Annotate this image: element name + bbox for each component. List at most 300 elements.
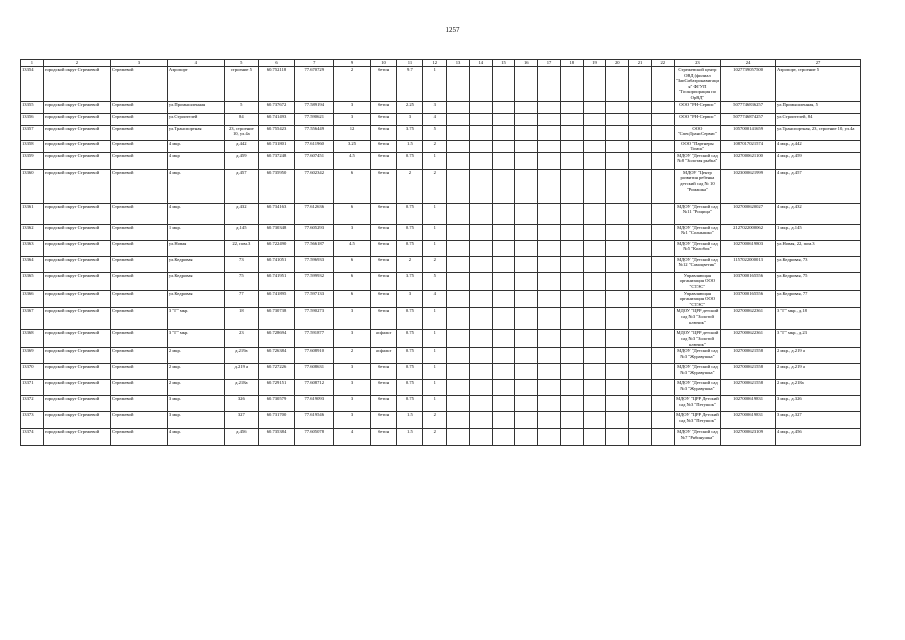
empty-cell bbox=[538, 67, 561, 102]
cell-settlement: Стрежевой bbox=[110, 256, 167, 272]
empty-cell bbox=[469, 256, 492, 272]
cell-lat: 60.752118 bbox=[258, 67, 294, 102]
empty-cell bbox=[651, 125, 674, 140]
cell-house: 18 bbox=[224, 308, 258, 330]
cell-ogrn: 1027000621100 bbox=[721, 152, 776, 169]
cell-c12: 1 bbox=[423, 348, 447, 364]
cell-lat: 60.728694 bbox=[258, 330, 294, 348]
cell-surface: бетон bbox=[370, 412, 397, 429]
cell-org: ООО "РН-Сервис" bbox=[674, 113, 721, 125]
cell-org: МДОУ "Центр развития ребенка детский сад № 10 "Ромашка" bbox=[674, 169, 721, 203]
empty-cell bbox=[560, 256, 583, 272]
table-row bbox=[21, 272, 861, 290]
cell-settlement: Стрежевой bbox=[110, 364, 167, 380]
cell-ogrn: 1023000621999 bbox=[721, 169, 776, 203]
cell-addr: 2 мкр., д.219 а bbox=[775, 364, 860, 380]
cell-addr: ул.Кедровая, 75 bbox=[775, 272, 860, 290]
empty-cell bbox=[651, 169, 674, 203]
empty-cell bbox=[583, 203, 606, 224]
cell-area: 3.75 bbox=[397, 272, 423, 290]
cell-district: городской округ Стрежевой bbox=[43, 330, 110, 348]
cell-house: 327 bbox=[224, 412, 258, 429]
column-number-cell: 11 bbox=[397, 60, 423, 67]
cell-area: 0.75 bbox=[397, 396, 423, 412]
empty-cell bbox=[447, 101, 470, 113]
cell-count: 6 bbox=[334, 203, 370, 224]
empty-cell bbox=[447, 67, 470, 102]
cell-surface: бетон bbox=[370, 256, 397, 272]
cell-c12: 1 bbox=[423, 330, 447, 348]
cell-org: МДОУ "Детский сад №3 "Журавушка" bbox=[674, 348, 721, 364]
cell-street: ул.Строителей bbox=[167, 113, 224, 125]
empty-cell bbox=[629, 412, 652, 429]
empty-cell bbox=[538, 140, 561, 152]
empty-cell bbox=[515, 330, 538, 348]
cell-settlement: Стрежевой bbox=[110, 330, 167, 348]
empty-cell bbox=[606, 396, 629, 412]
cell-district: городской округ Стрежевой bbox=[43, 256, 110, 272]
empty-cell bbox=[560, 224, 583, 240]
cell-ogrn: 1037000165556 bbox=[721, 272, 776, 290]
empty-cell bbox=[469, 380, 492, 396]
empty-cell bbox=[651, 256, 674, 272]
empty-cell bbox=[538, 290, 561, 308]
cell-lon: 77.605078 bbox=[295, 429, 334, 446]
empty-cell bbox=[583, 224, 606, 240]
cell-house: д.432 bbox=[224, 203, 258, 224]
cell-surface: бетон bbox=[370, 272, 397, 290]
cell-surface: бетон bbox=[370, 152, 397, 169]
column-number-cell: 3 bbox=[110, 60, 167, 67]
empty-cell bbox=[606, 101, 629, 113]
empty-cell bbox=[447, 113, 470, 125]
empty-cell bbox=[560, 330, 583, 348]
cell-lon: 77.605293 bbox=[295, 224, 334, 240]
cell-surface: бетон bbox=[370, 101, 397, 113]
cell-street: 4 мкр bbox=[167, 152, 224, 169]
cell-id: 13363 bbox=[21, 240, 44, 256]
cell-lat: 60.741493 bbox=[258, 113, 294, 125]
cell-lon: 77.556449 bbox=[295, 125, 334, 140]
empty-cell bbox=[515, 152, 538, 169]
column-number-row bbox=[21, 60, 861, 67]
cell-lon: 77.608910 bbox=[295, 348, 334, 364]
empty-cell bbox=[492, 412, 515, 429]
cell-org: МДОУ "ЦРР детский сад №3 "Золотой ключик" bbox=[674, 308, 721, 330]
empty-cell bbox=[538, 169, 561, 203]
cell-count: 4 bbox=[334, 429, 370, 446]
empty-cell bbox=[583, 290, 606, 308]
cell-street: 3 мкр. bbox=[167, 396, 224, 412]
cell-lon: 77.612636 bbox=[295, 203, 334, 224]
cell-area: 1.5 bbox=[397, 140, 423, 152]
cell-org: ООО "РН-Сервис" bbox=[674, 101, 721, 113]
cell-ogrn: 1027000621558 bbox=[721, 380, 776, 396]
cell-surface: бетон bbox=[370, 224, 397, 240]
empty-cell bbox=[629, 169, 652, 203]
cell-org: МДОУ "Детский сад №5 "Колобок" bbox=[674, 240, 721, 256]
cell-settlement: Стрежевой bbox=[110, 67, 167, 102]
cell-c12: 2 bbox=[423, 256, 447, 272]
cell-district: городской округ Стрежевой bbox=[43, 412, 110, 429]
empty-cell bbox=[469, 203, 492, 224]
cell-house: д.219а bbox=[224, 348, 258, 364]
empty-cell bbox=[629, 152, 652, 169]
cell-settlement: Стрежевой bbox=[110, 140, 167, 152]
cell-district: городской округ Стрежевой bbox=[43, 67, 110, 102]
cell-street: ул.Новая bbox=[167, 240, 224, 256]
empty-cell bbox=[538, 412, 561, 429]
cell-org: МДОУ "Детский сад №3 "Журавушка" bbox=[674, 364, 721, 380]
cell-house: д.219 а bbox=[224, 364, 258, 380]
cell-street: ул.Кедровая bbox=[167, 256, 224, 272]
cell-district: городской округ Стрежевой bbox=[43, 272, 110, 290]
empty-cell bbox=[651, 330, 674, 348]
cell-ogrn: 1157022000013 bbox=[721, 256, 776, 272]
cell-count: 2 bbox=[334, 67, 370, 102]
table-row bbox=[21, 113, 861, 125]
cell-area: 3.75 bbox=[397, 125, 423, 140]
empty-cell bbox=[651, 67, 674, 102]
cell-settlement: Стрежевой bbox=[110, 348, 167, 364]
empty-cell bbox=[583, 396, 606, 412]
empty-cell bbox=[629, 140, 652, 152]
empty-cell bbox=[515, 290, 538, 308]
empty-cell bbox=[515, 380, 538, 396]
empty-cell bbox=[469, 67, 492, 102]
empty-cell bbox=[606, 152, 629, 169]
cell-org: МДОУ "Детский сад №7 "Рябинушка" bbox=[674, 429, 721, 446]
cell-c12: 5 bbox=[423, 272, 447, 290]
empty-cell bbox=[606, 203, 629, 224]
empty-cell bbox=[515, 140, 538, 152]
cell-addr: 4 мкр., д.459 bbox=[775, 152, 860, 169]
empty-cell bbox=[583, 256, 606, 272]
empty-cell bbox=[629, 308, 652, 330]
empty-cell bbox=[515, 224, 538, 240]
table-row bbox=[21, 348, 861, 364]
cell-count: 4.5 bbox=[334, 152, 370, 169]
empty-cell bbox=[469, 113, 492, 125]
empty-cell bbox=[515, 396, 538, 412]
cell-street: 3 "Г" мкр. bbox=[167, 308, 224, 330]
column-number-cell: 27 bbox=[775, 60, 860, 67]
empty-cell bbox=[538, 256, 561, 272]
cell-street: 2 мкр. bbox=[167, 380, 224, 396]
cell-count: 3.25 bbox=[334, 140, 370, 152]
cell-settlement: Стрежевой bbox=[110, 113, 167, 125]
cell-district: городской округ Стрежевой bbox=[43, 101, 110, 113]
column-number-cell: 23 bbox=[674, 60, 721, 67]
empty-cell bbox=[515, 412, 538, 429]
cell-settlement: Стрежевой bbox=[110, 396, 167, 412]
empty-cell bbox=[492, 364, 515, 380]
cell-street: ул.Кедровая bbox=[167, 272, 224, 290]
registry-table bbox=[20, 59, 861, 446]
cell-surface: бетон bbox=[370, 240, 397, 256]
empty-cell bbox=[583, 140, 606, 152]
empty-cell bbox=[560, 290, 583, 308]
cell-c12: 1 bbox=[423, 308, 447, 330]
cell-lat: 60.729151 bbox=[258, 380, 294, 396]
cell-addr: 4 мкр., д.456 bbox=[775, 429, 860, 446]
table-row bbox=[21, 364, 861, 380]
cell-lon: 77.602342 bbox=[295, 169, 334, 203]
cell-c12: 2 bbox=[423, 169, 447, 203]
cell-lon: 77.591877 bbox=[295, 330, 334, 348]
empty-cell bbox=[492, 67, 515, 102]
cell-org: МДОУ "ЦРР Детский сад №3 "Петушок" bbox=[674, 412, 721, 429]
cell-area: 0.75 bbox=[397, 380, 423, 396]
empty-cell bbox=[651, 308, 674, 330]
empty-cell bbox=[492, 396, 515, 412]
empty-cell bbox=[651, 224, 674, 240]
column-number-cell: 14 bbox=[469, 60, 492, 67]
empty-cell bbox=[651, 240, 674, 256]
cell-street: 1 мкр. bbox=[167, 224, 224, 240]
cell-count: 3 bbox=[334, 308, 370, 330]
table-row bbox=[21, 152, 861, 169]
cell-addr: ул.Транспортная, 23, строение 10, ул.4а bbox=[775, 125, 860, 140]
empty-cell bbox=[629, 272, 652, 290]
cell-house: 23, строение 10, ул.4а bbox=[224, 125, 258, 140]
empty-cell bbox=[560, 308, 583, 330]
empty-cell bbox=[606, 348, 629, 364]
cell-org: ООО "СпецТрансСервис" bbox=[674, 125, 721, 140]
cell-addr: 3 мкр., д.327 bbox=[775, 412, 860, 429]
cell-lon: 77.589194 bbox=[295, 101, 334, 113]
cell-house: 77 bbox=[224, 290, 258, 308]
cell-area: 0.75 bbox=[397, 348, 423, 364]
empty-cell bbox=[606, 429, 629, 446]
empty-cell bbox=[560, 67, 583, 102]
cell-settlement: Стрежевой bbox=[110, 203, 167, 224]
column-number-cell: 1 bbox=[21, 60, 44, 67]
empty-cell bbox=[651, 140, 674, 152]
cell-lat: 60.737672 bbox=[258, 101, 294, 113]
cell-district: городской округ Стрежевой bbox=[43, 380, 110, 396]
cell-count: 3 bbox=[334, 380, 370, 396]
empty-cell bbox=[447, 348, 470, 364]
empty-cell bbox=[606, 224, 629, 240]
cell-count: 6 bbox=[334, 256, 370, 272]
empty-cell bbox=[469, 140, 492, 152]
empty-cell bbox=[629, 203, 652, 224]
cell-house: 326 bbox=[224, 396, 258, 412]
empty-cell bbox=[447, 396, 470, 412]
cell-addr: ул.Кедровая, 77 bbox=[775, 290, 860, 308]
column-number-cell: 18 bbox=[560, 60, 583, 67]
cell-lat: 60.734163 bbox=[258, 203, 294, 224]
cell-count: 3 bbox=[334, 364, 370, 380]
cell-org: МДОУ "Детский сад №8 "Золотая рыбка" bbox=[674, 152, 721, 169]
cell-c12: 2 bbox=[423, 412, 447, 429]
cell-addr: 3 мкр., д.326 bbox=[775, 396, 860, 412]
cell-count: 12 bbox=[334, 125, 370, 140]
cell-org: Управляющая организация ООО "СТЭС" bbox=[674, 272, 721, 290]
cell-id: 13365 bbox=[21, 272, 44, 290]
cell-surface: бетон bbox=[370, 308, 397, 330]
cell-addr: 3 "Г" мкр., д.23 bbox=[775, 330, 860, 348]
empty-cell bbox=[447, 272, 470, 290]
cell-c12: 1 bbox=[423, 224, 447, 240]
column-number-cell: 21 bbox=[629, 60, 652, 67]
empty-cell bbox=[560, 125, 583, 140]
column-number-cell: 24 bbox=[721, 60, 776, 67]
cell-id: 13354 bbox=[21, 67, 44, 102]
empty-cell bbox=[583, 412, 606, 429]
cell-lon: 77.566187 bbox=[295, 240, 334, 256]
empty-cell bbox=[447, 240, 470, 256]
empty-cell bbox=[447, 169, 470, 203]
empty-cell bbox=[651, 412, 674, 429]
cell-ogrn: 1027000619803 bbox=[721, 240, 776, 256]
empty-cell bbox=[651, 101, 674, 113]
cell-street: ул.Транспортная bbox=[167, 125, 224, 140]
cell-c12: 2 bbox=[423, 140, 447, 152]
empty-cell bbox=[560, 272, 583, 290]
empty-cell bbox=[583, 364, 606, 380]
cell-district: городской округ Стрежевой bbox=[43, 125, 110, 140]
cell-area: 0.75 bbox=[397, 308, 423, 330]
table-row bbox=[21, 396, 861, 412]
column-number-cell: 15 bbox=[492, 60, 515, 67]
cell-house: д.456 bbox=[224, 429, 258, 446]
empty-cell bbox=[629, 290, 652, 308]
empty-cell bbox=[629, 380, 652, 396]
cell-district: городской округ Стрежевой bbox=[43, 364, 110, 380]
empty-cell bbox=[583, 429, 606, 446]
cell-settlement: Стрежевой bbox=[110, 290, 167, 308]
cell-house: 23 bbox=[224, 330, 258, 348]
empty-cell bbox=[583, 348, 606, 364]
empty-cell bbox=[538, 272, 561, 290]
empty-cell bbox=[492, 152, 515, 169]
empty-cell bbox=[492, 429, 515, 446]
empty-cell bbox=[651, 272, 674, 290]
column-number-cell: 19 bbox=[583, 60, 606, 67]
cell-org: МДОУ "ЦРР Детский сад №3 "Петушок" bbox=[674, 396, 721, 412]
empty-cell bbox=[560, 429, 583, 446]
empty-cell bbox=[651, 364, 674, 380]
cell-c12: 1 bbox=[423, 152, 447, 169]
cell-area: 0.75 bbox=[397, 240, 423, 256]
cell-area: 1.5 bbox=[397, 429, 423, 446]
cell-street: 4 мкр. bbox=[167, 203, 224, 224]
cell-area: 2.25 bbox=[397, 101, 423, 113]
cell-area: 0.75 bbox=[397, 364, 423, 380]
cell-ogrn: 1027000620027 bbox=[721, 203, 776, 224]
cell-lat: 60.730738 bbox=[258, 308, 294, 330]
cell-ogrn: 1087017021574 bbox=[721, 140, 776, 152]
empty-cell bbox=[447, 203, 470, 224]
cell-surface: бетон bbox=[370, 429, 397, 446]
empty-cell bbox=[492, 203, 515, 224]
cell-settlement: Стрежевой bbox=[110, 308, 167, 330]
table-row bbox=[21, 412, 861, 429]
cell-surface: асфальт bbox=[370, 348, 397, 364]
cell-ogrn: 5077746874257 bbox=[721, 113, 776, 125]
cell-house: 5 bbox=[224, 101, 258, 113]
table-row bbox=[21, 290, 861, 308]
empty-cell bbox=[583, 272, 606, 290]
empty-cell bbox=[538, 429, 561, 446]
cell-count: 6 bbox=[334, 169, 370, 203]
empty-cell bbox=[492, 169, 515, 203]
cell-id: 13373 bbox=[21, 412, 44, 429]
cell-id: 13372 bbox=[21, 396, 44, 412]
cell-area: 0.75 bbox=[397, 330, 423, 348]
empty-cell bbox=[447, 412, 470, 429]
cell-id: 13360 bbox=[21, 169, 44, 203]
cell-settlement: Стрежевой bbox=[110, 380, 167, 396]
cell-surface: бетон bbox=[370, 290, 397, 308]
cell-street: 2 мкр. bbox=[167, 364, 224, 380]
empty-cell bbox=[538, 203, 561, 224]
cell-street: 3 мкр. bbox=[167, 412, 224, 429]
empty-cell bbox=[606, 412, 629, 429]
cell-c12: 3 bbox=[423, 101, 447, 113]
empty-cell bbox=[538, 113, 561, 125]
empty-cell bbox=[538, 308, 561, 330]
empty-cell bbox=[606, 272, 629, 290]
empty-cell bbox=[560, 348, 583, 364]
empty-cell bbox=[583, 330, 606, 348]
empty-cell bbox=[583, 113, 606, 125]
empty-cell bbox=[447, 140, 470, 152]
cell-house: 73 bbox=[224, 256, 258, 272]
cell-area: 0.75 bbox=[397, 203, 423, 224]
empty-cell bbox=[560, 364, 583, 380]
cell-lat: 60.730579 bbox=[258, 396, 294, 412]
cell-district: городской округ Стрежевой bbox=[43, 429, 110, 446]
empty-cell bbox=[629, 348, 652, 364]
table-row bbox=[21, 169, 861, 203]
cell-c12: 1 bbox=[423, 67, 447, 102]
empty-cell bbox=[515, 429, 538, 446]
column-number-cell: 16 bbox=[515, 60, 538, 67]
table-row bbox=[21, 330, 861, 348]
cell-c12: 1 bbox=[423, 396, 447, 412]
cell-surface: бетон bbox=[370, 67, 397, 102]
empty-cell bbox=[492, 240, 515, 256]
cell-c12: 1 bbox=[423, 380, 447, 396]
empty-cell bbox=[492, 330, 515, 348]
empty-cell bbox=[560, 152, 583, 169]
cell-house: 84 bbox=[224, 113, 258, 125]
empty-cell bbox=[583, 125, 606, 140]
cell-house: д.218а bbox=[224, 380, 258, 396]
column-number-cell: 4 bbox=[167, 60, 224, 67]
empty-cell bbox=[538, 152, 561, 169]
cell-addr: 3 "Г" мкр., д.18 bbox=[775, 308, 860, 330]
cell-settlement: Стрежевой bbox=[110, 412, 167, 429]
empty-cell bbox=[492, 224, 515, 240]
cell-id: 13357 bbox=[21, 125, 44, 140]
cell-addr: 2 мкр., д.219 а bbox=[775, 348, 860, 364]
column-number-cell: 2 bbox=[43, 60, 110, 67]
cell-addr: ул.Строителей, 84 bbox=[775, 113, 860, 125]
cell-addr: ул.Кедровая, 73 bbox=[775, 256, 860, 272]
empty-cell bbox=[629, 256, 652, 272]
empty-cell bbox=[560, 396, 583, 412]
empty-cell bbox=[651, 152, 674, 169]
cell-org: МДОУ "Детский сад №3 "Журавушка" bbox=[674, 380, 721, 396]
empty-cell bbox=[606, 290, 629, 308]
cell-c12: 4 bbox=[423, 290, 447, 308]
cell-area: 2 bbox=[397, 256, 423, 272]
cell-lon: 77.611960 bbox=[295, 140, 334, 152]
